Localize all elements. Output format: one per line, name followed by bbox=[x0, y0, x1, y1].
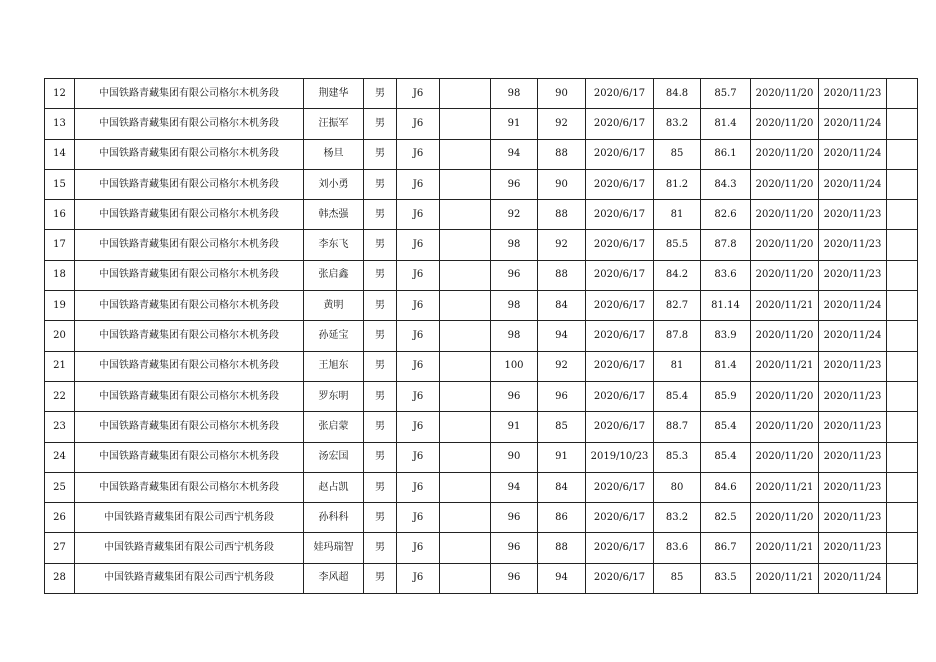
score-1-cell: 98 bbox=[491, 321, 538, 351]
unit-cell: 中国铁路青藏集团有限公司西宁机务段 bbox=[75, 503, 304, 533]
score-1-cell: 98 bbox=[491, 291, 538, 321]
name-cell: 李风超 bbox=[304, 563, 364, 593]
gender-cell: 男 bbox=[364, 230, 397, 260]
date-2-cell: 2020/11/20 bbox=[751, 109, 819, 139]
remark-cell bbox=[887, 230, 918, 260]
score-2-cell: 84 bbox=[538, 291, 586, 321]
date-3-cell: 2020/11/24 bbox=[819, 139, 887, 169]
table-row bbox=[45, 200, 918, 230]
class-cell: J6 bbox=[397, 351, 440, 381]
blank-cell bbox=[440, 169, 491, 199]
date-2-cell: 2020/11/20 bbox=[751, 412, 819, 442]
name-cell: 娃玛瑞智 bbox=[304, 533, 364, 563]
name-cell: 韩杰强 bbox=[304, 200, 364, 230]
gender-cell: 男 bbox=[364, 79, 397, 109]
date-3-cell: 2020/11/23 bbox=[819, 230, 887, 260]
row-number-cell: 16 bbox=[45, 200, 75, 230]
score-4-cell: 86.1 bbox=[701, 139, 751, 169]
date-3-cell: 2020/11/24 bbox=[819, 291, 887, 321]
gender-cell: 男 bbox=[364, 109, 397, 139]
table-row bbox=[45, 351, 918, 381]
date-2-cell: 2020/11/20 bbox=[751, 139, 819, 169]
row-number-cell: 14 bbox=[45, 139, 75, 169]
score-4-cell: 85.9 bbox=[701, 381, 751, 411]
score-4-cell: 86.7 bbox=[701, 533, 751, 563]
blank-cell bbox=[440, 533, 491, 563]
date-3-cell: 2020/11/24 bbox=[819, 563, 887, 593]
date-2-cell: 2020/11/21 bbox=[751, 291, 819, 321]
date-1-cell: 2020/6/17 bbox=[586, 472, 654, 502]
score-3-cell: 85 bbox=[654, 563, 701, 593]
score-4-cell: 87.8 bbox=[701, 230, 751, 260]
remark-cell bbox=[887, 321, 918, 351]
row-number-cell: 23 bbox=[45, 412, 75, 442]
score-4-cell: 81.14 bbox=[701, 291, 751, 321]
unit-cell: 中国铁路青藏集团有限公司西宁机务段 bbox=[75, 533, 304, 563]
score-4-cell: 83.9 bbox=[701, 321, 751, 351]
unit-cell: 中国铁路青藏集团有限公司格尔木机务段 bbox=[75, 412, 304, 442]
gender-cell: 男 bbox=[364, 291, 397, 321]
score-4-cell: 82.6 bbox=[701, 200, 751, 230]
score-2-cell: 88 bbox=[538, 139, 586, 169]
date-1-cell: 2020/6/17 bbox=[586, 381, 654, 411]
name-cell: 孙科科 bbox=[304, 503, 364, 533]
score-2-cell: 92 bbox=[538, 351, 586, 381]
score-4-cell: 85.7 bbox=[701, 79, 751, 109]
date-3-cell: 2020/11/23 bbox=[819, 200, 887, 230]
score-1-cell: 96 bbox=[491, 260, 538, 290]
gender-cell: 男 bbox=[364, 472, 397, 502]
date-2-cell: 2020/11/20 bbox=[751, 321, 819, 351]
gender-cell: 男 bbox=[364, 381, 397, 411]
gender-cell: 男 bbox=[364, 442, 397, 472]
blank-cell bbox=[440, 563, 491, 593]
name-cell: 黄明 bbox=[304, 291, 364, 321]
table-row bbox=[45, 442, 918, 472]
remark-cell bbox=[887, 139, 918, 169]
score-1-cell: 94 bbox=[491, 139, 538, 169]
score-3-cell: 81 bbox=[654, 351, 701, 381]
remark-cell bbox=[887, 503, 918, 533]
score-1-cell: 92 bbox=[491, 200, 538, 230]
score-4-cell: 84.3 bbox=[701, 169, 751, 199]
gender-cell: 男 bbox=[364, 503, 397, 533]
name-cell: 汤宏国 bbox=[304, 442, 364, 472]
date-2-cell: 2020/11/21 bbox=[751, 351, 819, 381]
score-2-cell: 90 bbox=[538, 79, 586, 109]
score-1-cell: 96 bbox=[491, 503, 538, 533]
blank-cell bbox=[440, 321, 491, 351]
class-cell: J6 bbox=[397, 79, 440, 109]
name-cell: 张启蒙 bbox=[304, 412, 364, 442]
date-3-cell: 2020/11/23 bbox=[819, 79, 887, 109]
remark-cell bbox=[887, 412, 918, 442]
unit-cell: 中国铁路青藏集团有限公司格尔木机务段 bbox=[75, 442, 304, 472]
name-cell: 刘小勇 bbox=[304, 169, 364, 199]
unit-cell: 中国铁路青藏集团有限公司格尔木机务段 bbox=[75, 381, 304, 411]
class-cell: J6 bbox=[397, 563, 440, 593]
date-3-cell: 2020/11/23 bbox=[819, 351, 887, 381]
score-1-cell: 91 bbox=[491, 412, 538, 442]
date-2-cell: 2020/11/20 bbox=[751, 79, 819, 109]
score-2-cell: 84 bbox=[538, 472, 586, 502]
date-3-cell: 2020/11/24 bbox=[819, 321, 887, 351]
date-3-cell: 2020/11/23 bbox=[819, 412, 887, 442]
row-number-cell: 26 bbox=[45, 503, 75, 533]
remark-cell bbox=[887, 381, 918, 411]
class-cell: J6 bbox=[397, 200, 440, 230]
remark-cell bbox=[887, 291, 918, 321]
blank-cell bbox=[440, 503, 491, 533]
gender-cell: 男 bbox=[364, 260, 397, 290]
date-2-cell: 2020/11/21 bbox=[751, 533, 819, 563]
row-number-cell: 18 bbox=[45, 260, 75, 290]
date-1-cell: 2020/6/17 bbox=[586, 200, 654, 230]
score-1-cell: 94 bbox=[491, 472, 538, 502]
unit-cell: 中国铁路青藏集团有限公司格尔木机务段 bbox=[75, 472, 304, 502]
score-2-cell: 92 bbox=[538, 230, 586, 260]
name-cell: 李东飞 bbox=[304, 230, 364, 260]
remark-cell bbox=[887, 200, 918, 230]
score-4-cell: 84.6 bbox=[701, 472, 751, 502]
row-number-cell: 22 bbox=[45, 381, 75, 411]
score-2-cell: 94 bbox=[538, 321, 586, 351]
score-1-cell: 91 bbox=[491, 109, 538, 139]
score-4-cell: 83.5 bbox=[701, 563, 751, 593]
score-4-cell: 81.4 bbox=[701, 351, 751, 381]
gender-cell: 男 bbox=[364, 563, 397, 593]
date-1-cell: 2020/6/17 bbox=[586, 109, 654, 139]
score-1-cell: 98 bbox=[491, 230, 538, 260]
remark-cell bbox=[887, 563, 918, 593]
blank-cell bbox=[440, 109, 491, 139]
class-cell: J6 bbox=[397, 472, 440, 502]
score-4-cell: 82.5 bbox=[701, 503, 751, 533]
table-row bbox=[45, 109, 918, 139]
score-3-cell: 85.5 bbox=[654, 230, 701, 260]
score-2-cell: 91 bbox=[538, 442, 586, 472]
score-2-cell: 90 bbox=[538, 169, 586, 199]
blank-cell bbox=[440, 472, 491, 502]
score-3-cell: 82.7 bbox=[654, 291, 701, 321]
row-number-cell: 19 bbox=[45, 291, 75, 321]
class-cell: J6 bbox=[397, 381, 440, 411]
date-2-cell: 2020/11/20 bbox=[751, 260, 819, 290]
date-3-cell: 2020/11/24 bbox=[819, 169, 887, 199]
date-1-cell: 2020/6/17 bbox=[586, 139, 654, 169]
score-1-cell: 96 bbox=[491, 381, 538, 411]
class-cell: J6 bbox=[397, 291, 440, 321]
date-3-cell: 2020/11/23 bbox=[819, 381, 887, 411]
score-2-cell: 94 bbox=[538, 563, 586, 593]
class-cell: J6 bbox=[397, 109, 440, 139]
blank-cell bbox=[440, 79, 491, 109]
date-1-cell: 2020/6/17 bbox=[586, 260, 654, 290]
unit-cell: 中国铁路青藏集团有限公司格尔木机务段 bbox=[75, 109, 304, 139]
gender-cell: 男 bbox=[364, 169, 397, 199]
date-1-cell: 2020/6/17 bbox=[586, 412, 654, 442]
date-1-cell: 2020/6/17 bbox=[586, 563, 654, 593]
row-number-cell: 20 bbox=[45, 321, 75, 351]
class-cell: J6 bbox=[397, 412, 440, 442]
unit-cell: 中国铁路青藏集团有限公司格尔木机务段 bbox=[75, 169, 304, 199]
score-2-cell: 96 bbox=[538, 381, 586, 411]
date-2-cell: 2020/11/20 bbox=[751, 442, 819, 472]
table-row bbox=[45, 472, 918, 502]
date-3-cell: 2020/11/23 bbox=[819, 260, 887, 290]
table-body bbox=[45, 79, 918, 594]
class-cell: J6 bbox=[397, 503, 440, 533]
name-cell: 王旭东 bbox=[304, 351, 364, 381]
name-cell: 罗东明 bbox=[304, 381, 364, 411]
date-1-cell: 2020/6/17 bbox=[586, 533, 654, 563]
score-3-cell: 85.4 bbox=[654, 381, 701, 411]
score-4-cell: 83.6 bbox=[701, 260, 751, 290]
class-cell: J6 bbox=[397, 169, 440, 199]
blank-cell bbox=[440, 200, 491, 230]
row-number-cell: 27 bbox=[45, 533, 75, 563]
gender-cell: 男 bbox=[364, 139, 397, 169]
date-1-cell: 2020/6/17 bbox=[586, 230, 654, 260]
name-cell: 杨旦 bbox=[304, 139, 364, 169]
score-1-cell: 98 bbox=[491, 79, 538, 109]
unit-cell: 中国铁路青藏集团有限公司西宁机务段 bbox=[75, 563, 304, 593]
date-1-cell: 2020/6/17 bbox=[586, 169, 654, 199]
score-3-cell: 85 bbox=[654, 139, 701, 169]
name-cell: 赵占凯 bbox=[304, 472, 364, 502]
unit-cell: 中国铁路青藏集团有限公司格尔木机务段 bbox=[75, 321, 304, 351]
row-number-cell: 28 bbox=[45, 563, 75, 593]
date-2-cell: 2020/11/21 bbox=[751, 472, 819, 502]
blank-cell bbox=[440, 381, 491, 411]
table-row bbox=[45, 503, 918, 533]
unit-cell: 中国铁路青藏集团有限公司格尔木机务段 bbox=[75, 200, 304, 230]
table-row bbox=[45, 381, 918, 411]
date-2-cell: 2020/11/20 bbox=[751, 200, 819, 230]
date-1-cell: 2020/6/17 bbox=[586, 291, 654, 321]
table-row bbox=[45, 260, 918, 290]
score-1-cell: 100 bbox=[491, 351, 538, 381]
score-3-cell: 85.3 bbox=[654, 442, 701, 472]
unit-cell: 中国铁路青藏集团有限公司格尔木机务段 bbox=[75, 139, 304, 169]
name-cell: 荆建华 bbox=[304, 79, 364, 109]
score-2-cell: 85 bbox=[538, 412, 586, 442]
date-3-cell: 2020/11/23 bbox=[819, 442, 887, 472]
date-2-cell: 2020/11/20 bbox=[751, 169, 819, 199]
row-number-cell: 21 bbox=[45, 351, 75, 381]
score-2-cell: 88 bbox=[538, 260, 586, 290]
date-3-cell: 2020/11/24 bbox=[819, 109, 887, 139]
class-cell: J6 bbox=[397, 442, 440, 472]
roster-table bbox=[44, 78, 918, 594]
date-1-cell: 2019/10/23 bbox=[586, 442, 654, 472]
row-number-cell: 25 bbox=[45, 472, 75, 502]
score-4-cell: 85.4 bbox=[701, 442, 751, 472]
date-1-cell: 2020/6/17 bbox=[586, 351, 654, 381]
table-row bbox=[45, 563, 918, 593]
score-3-cell: 83.2 bbox=[654, 109, 701, 139]
score-3-cell: 80 bbox=[654, 472, 701, 502]
class-cell: J6 bbox=[397, 230, 440, 260]
name-cell: 汪振军 bbox=[304, 109, 364, 139]
score-3-cell: 87.8 bbox=[654, 321, 701, 351]
score-2-cell: 92 bbox=[538, 109, 586, 139]
blank-cell bbox=[440, 351, 491, 381]
score-1-cell: 96 bbox=[491, 169, 538, 199]
gender-cell: 男 bbox=[364, 200, 397, 230]
date-2-cell: 2020/11/20 bbox=[751, 230, 819, 260]
date-2-cell: 2020/11/20 bbox=[751, 381, 819, 411]
remark-cell bbox=[887, 472, 918, 502]
score-3-cell: 83.6 bbox=[654, 533, 701, 563]
blank-cell bbox=[440, 442, 491, 472]
date-3-cell: 2020/11/23 bbox=[819, 503, 887, 533]
blank-cell bbox=[440, 139, 491, 169]
table-row bbox=[45, 139, 918, 169]
remark-cell bbox=[887, 169, 918, 199]
name-cell: 张启鑫 bbox=[304, 260, 364, 290]
score-3-cell: 88.7 bbox=[654, 412, 701, 442]
date-2-cell: 2020/11/21 bbox=[751, 563, 819, 593]
remark-cell bbox=[887, 442, 918, 472]
row-number-cell: 13 bbox=[45, 109, 75, 139]
row-number-cell: 12 bbox=[45, 79, 75, 109]
class-cell: J6 bbox=[397, 533, 440, 563]
score-3-cell: 84.8 bbox=[654, 79, 701, 109]
gender-cell: 男 bbox=[364, 351, 397, 381]
unit-cell: 中国铁路青藏集团有限公司格尔木机务段 bbox=[75, 351, 304, 381]
table-row bbox=[45, 291, 918, 321]
remark-cell bbox=[887, 351, 918, 381]
score-2-cell: 88 bbox=[538, 200, 586, 230]
row-number-cell: 24 bbox=[45, 442, 75, 472]
table-row bbox=[45, 169, 918, 199]
gender-cell: 男 bbox=[364, 321, 397, 351]
class-cell: J6 bbox=[397, 321, 440, 351]
unit-cell: 中国铁路青藏集团有限公司格尔木机务段 bbox=[75, 260, 304, 290]
date-2-cell: 2020/11/20 bbox=[751, 503, 819, 533]
date-1-cell: 2020/6/17 bbox=[586, 79, 654, 109]
score-2-cell: 86 bbox=[538, 503, 586, 533]
date-1-cell: 2020/6/17 bbox=[586, 503, 654, 533]
name-cell: 孙延宝 bbox=[304, 321, 364, 351]
blank-cell bbox=[440, 291, 491, 321]
class-cell: J6 bbox=[397, 260, 440, 290]
remark-cell bbox=[887, 533, 918, 563]
remark-cell bbox=[887, 109, 918, 139]
score-1-cell: 96 bbox=[491, 563, 538, 593]
table-row bbox=[45, 412, 918, 442]
date-3-cell: 2020/11/23 bbox=[819, 472, 887, 502]
score-3-cell: 81.2 bbox=[654, 169, 701, 199]
score-3-cell: 84.2 bbox=[654, 260, 701, 290]
score-3-cell: 81 bbox=[654, 200, 701, 230]
class-cell: J6 bbox=[397, 139, 440, 169]
table-row bbox=[45, 230, 918, 260]
table-row bbox=[45, 533, 918, 563]
gender-cell: 男 bbox=[364, 412, 397, 442]
score-1-cell: 90 bbox=[491, 442, 538, 472]
remark-cell bbox=[887, 79, 918, 109]
unit-cell: 中国铁路青藏集团有限公司格尔木机务段 bbox=[75, 230, 304, 260]
blank-cell bbox=[440, 260, 491, 290]
score-4-cell: 85.4 bbox=[701, 412, 751, 442]
score-4-cell: 81.4 bbox=[701, 109, 751, 139]
date-1-cell: 2020/6/17 bbox=[586, 321, 654, 351]
remark-cell bbox=[887, 260, 918, 290]
score-3-cell: 83.2 bbox=[654, 503, 701, 533]
row-number-cell: 15 bbox=[45, 169, 75, 199]
score-2-cell: 88 bbox=[538, 533, 586, 563]
table-row bbox=[45, 321, 918, 351]
blank-cell bbox=[440, 412, 491, 442]
row-number-cell: 17 bbox=[45, 230, 75, 260]
unit-cell: 中国铁路青藏集团有限公司格尔木机务段 bbox=[75, 79, 304, 109]
score-1-cell: 96 bbox=[491, 533, 538, 563]
table-row bbox=[45, 79, 918, 109]
unit-cell: 中国铁路青藏集团有限公司格尔木机务段 bbox=[75, 291, 304, 321]
date-3-cell: 2020/11/23 bbox=[819, 533, 887, 563]
gender-cell: 男 bbox=[364, 533, 397, 563]
blank-cell bbox=[440, 230, 491, 260]
